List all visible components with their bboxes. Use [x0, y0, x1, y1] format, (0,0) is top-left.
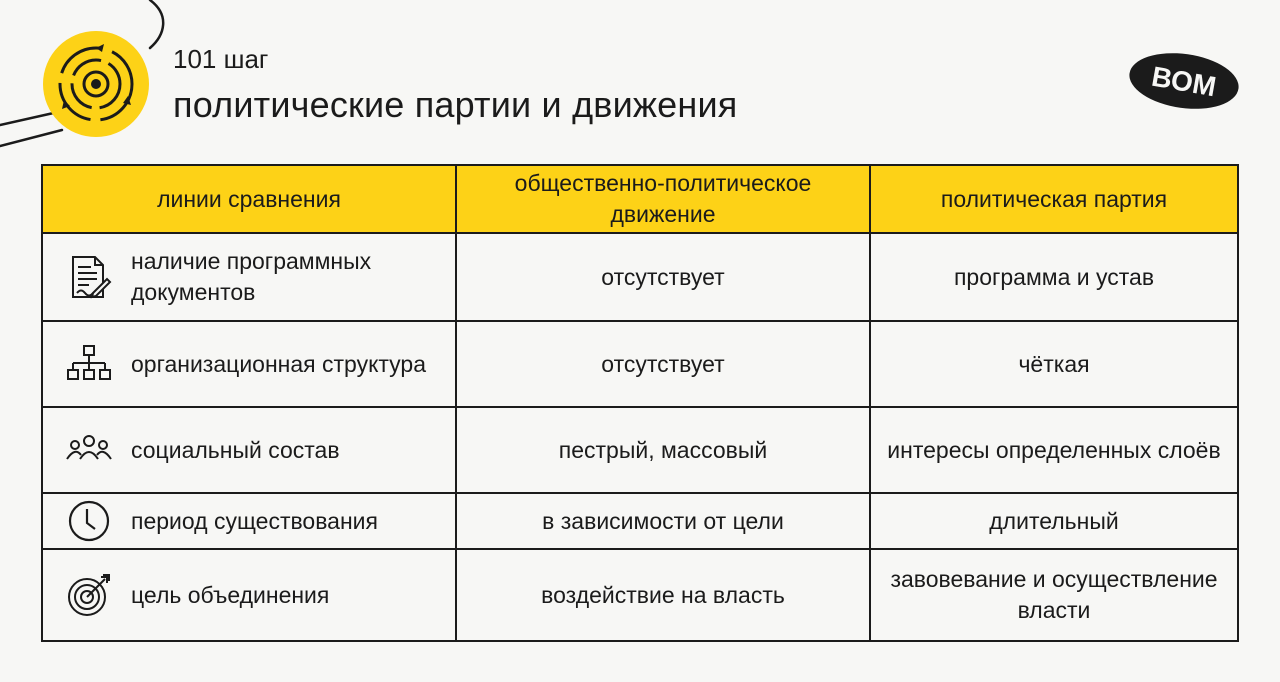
page-title: политические партии и движения	[173, 84, 738, 125]
criterion-label: цель объединения	[131, 581, 330, 608]
criterion-label: социальный состав	[131, 436, 340, 463]
comparison-table	[41, 164, 1239, 642]
people-group-icon	[65, 426, 113, 474]
movement-value: отсутствует	[457, 234, 871, 320]
column-header-party: политическая партия	[871, 166, 1237, 232]
table-row	[43, 406, 1237, 492]
table-row	[43, 548, 1237, 640]
party-value: завовевание и осуществление власти	[890, 566, 1218, 623]
table-row	[43, 320, 1237, 406]
party-value: длительный	[989, 507, 1119, 534]
column-header-criteria: линии сравнения	[43, 166, 457, 232]
party-value: интересы определенных слоёв	[887, 436, 1221, 463]
party-value: чёткая	[1018, 350, 1090, 377]
cycle-logo-icon	[42, 30, 150, 138]
movement-value: в зависимости от цели	[457, 494, 871, 548]
step-number: 101 шаг	[173, 44, 269, 74]
org-structure-icon	[65, 340, 113, 388]
clock-icon	[65, 497, 113, 545]
criterion-label: организационная структура	[131, 350, 427, 377]
criterion-label: наличие программных документов	[131, 248, 372, 305]
column-header-movement: общественно-политическое движение	[457, 166, 871, 232]
table-row	[43, 232, 1237, 320]
brand-text: ВОМ	[1149, 60, 1219, 103]
table-header-row	[43, 166, 1237, 232]
movement-value: воздействие на власть	[457, 550, 871, 640]
brand-logo	[1128, 51, 1240, 111]
document-pen-icon	[65, 253, 113, 301]
criterion-label: период существования	[131, 507, 378, 534]
movement-value: отсутствует	[457, 322, 871, 406]
table-row	[43, 492, 1237, 548]
target-icon	[65, 571, 113, 619]
movement-value: пестрый, массовый	[457, 408, 871, 492]
party-value: программа и устав	[953, 263, 1155, 290]
